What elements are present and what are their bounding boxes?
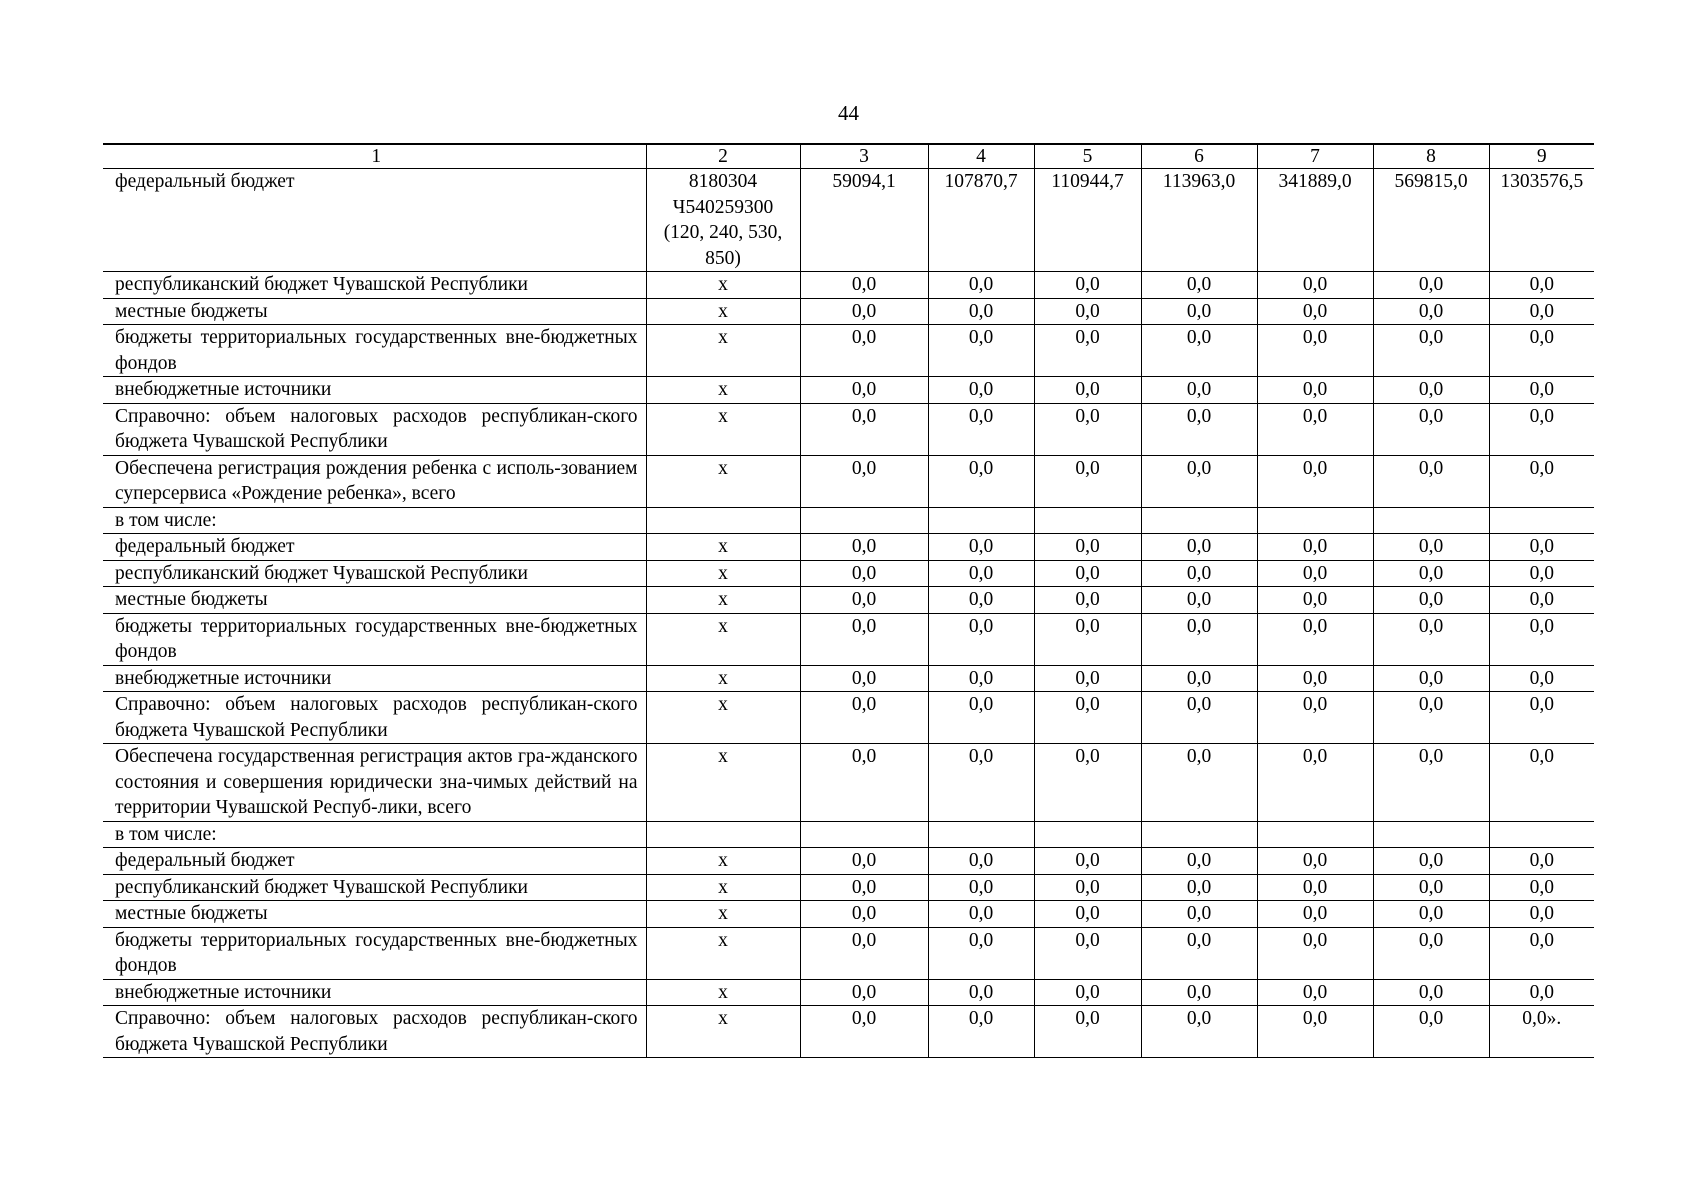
row-value: 0,0	[1141, 901, 1257, 928]
table-row	[103, 927, 1594, 979]
row-label: местные бюджеты	[103, 298, 646, 325]
row-value: 0,0	[800, 534, 928, 561]
row-value: 0,0	[1373, 848, 1489, 875]
row-code: x	[646, 874, 800, 901]
row-value: 0,0	[800, 272, 928, 299]
table-row	[103, 613, 1594, 665]
table-row	[103, 874, 1594, 901]
row-value: 0,0	[1257, 587, 1373, 614]
row-value: 0,0	[1034, 587, 1141, 614]
row-value: 0,0	[1489, 560, 1594, 587]
row-value: 0,0	[1373, 272, 1489, 299]
row-value: 0,0	[800, 298, 928, 325]
row-value: 0,0	[1141, 848, 1257, 875]
row-value	[1034, 821, 1141, 848]
row-value: 0,0	[1034, 560, 1141, 587]
row-value: 0,0	[800, 692, 928, 744]
row-code: x	[646, 848, 800, 875]
row-value: 0,0	[800, 1006, 928, 1058]
row-value: 0,0	[1034, 744, 1141, 822]
row-value: 0,0	[1489, 979, 1594, 1006]
row-label: в том числе:	[103, 821, 646, 848]
row-code: x	[646, 901, 800, 928]
row-value	[928, 507, 1034, 534]
row-value: 1303576,5	[1489, 169, 1594, 272]
row-value: 0,0	[1141, 403, 1257, 455]
row-code: x	[646, 403, 800, 455]
row-value: 0,0	[1034, 272, 1141, 299]
row-value: 0,0	[800, 874, 928, 901]
row-label: Справочно: объем налоговых расходов республикан-ского бюджета Чувашской Республики	[103, 403, 646, 455]
table-row	[103, 665, 1594, 692]
row-value	[1489, 507, 1594, 534]
row-value: 0,0	[1489, 848, 1594, 875]
row-value: 110944,7	[1034, 169, 1141, 272]
row-value: 0,0	[1489, 377, 1594, 404]
row-value: 0,0	[928, 613, 1034, 665]
row-label: в том числе:	[103, 507, 646, 534]
row-value: 0,0	[800, 927, 928, 979]
row-value: 0,0	[1257, 744, 1373, 822]
row-label: внебюджетные источники	[103, 665, 646, 692]
row-value: 0,0	[1489, 587, 1594, 614]
row-label: внебюджетные источники	[103, 377, 646, 404]
row-value: 0,0	[1257, 927, 1373, 979]
row-value: 0,0	[928, 272, 1034, 299]
table-row	[103, 744, 1594, 822]
row-value: 0,0	[1257, 325, 1373, 377]
row-value: 0,0	[1489, 744, 1594, 822]
row-value: 0,0	[800, 848, 928, 875]
row-label: местные бюджеты	[103, 901, 646, 928]
row-label: Справочно: объем налоговых расходов республикан-ского бюджета Чувашской Республики	[103, 692, 646, 744]
row-value: 0,0	[928, 534, 1034, 561]
row-value: 0,0	[1373, 744, 1489, 822]
row-value: 0,0	[928, 377, 1034, 404]
row-label: федеральный бюджет	[103, 169, 646, 272]
row-value: 0,0	[1034, 1006, 1141, 1058]
row-value: 0,0	[928, 403, 1034, 455]
row-value: 0,0	[1257, 613, 1373, 665]
row-value	[1141, 821, 1257, 848]
row-label: внебюджетные источники	[103, 979, 646, 1006]
row-value: 0,0	[928, 927, 1034, 979]
row-value	[1489, 821, 1594, 848]
row-label: Обеспечена государственная регистрация актов гра-жданского состояния и совершения юридически зна-чимых действий на территории Чувашской Респуб-лики, всего	[103, 744, 646, 822]
row-code: 8180304 Ч540259300 (120, 240, 530, 850)	[646, 169, 800, 272]
table-row	[103, 848, 1594, 875]
row-label: бюджеты территориальных государственных вне-бюджетных фондов	[103, 325, 646, 377]
row-value: 0,0	[1373, 1006, 1489, 1058]
table-row	[103, 272, 1594, 299]
row-code: x	[646, 272, 800, 299]
row-value: 0,0	[1489, 692, 1594, 744]
row-value: 0,0	[1373, 455, 1489, 507]
row-code: x	[646, 377, 800, 404]
row-value: 0,0	[928, 874, 1034, 901]
row-value: 0,0	[1257, 665, 1373, 692]
row-value: 0,0	[1034, 534, 1141, 561]
row-code: x	[646, 979, 800, 1006]
row-code	[646, 507, 800, 534]
row-code: x	[646, 534, 800, 561]
row-value: 0,0	[1373, 298, 1489, 325]
row-value: 0,0	[1373, 613, 1489, 665]
row-code: x	[646, 665, 800, 692]
row-value: 0,0	[928, 560, 1034, 587]
row-code: x	[646, 298, 800, 325]
table-row	[103, 587, 1594, 614]
row-label: республиканский бюджет Чувашской Республики	[103, 272, 646, 299]
row-value: 0,0	[1034, 979, 1141, 1006]
row-code: x	[646, 560, 800, 587]
row-value: 0,0	[1257, 901, 1373, 928]
table-row	[103, 298, 1594, 325]
row-value	[800, 821, 928, 848]
row-value	[1034, 507, 1141, 534]
row-label: Справочно: объем налоговых расходов республикан-ского бюджета Чувашской Республики	[103, 1006, 646, 1058]
row-value	[928, 821, 1034, 848]
row-value: 341889,0	[1257, 169, 1373, 272]
row-value	[1373, 821, 1489, 848]
row-value: 0,0	[928, 455, 1034, 507]
row-label: бюджеты территориальных государственных вне-бюджетных фондов	[103, 613, 646, 665]
row-value: 0,0	[1373, 534, 1489, 561]
row-value	[1257, 821, 1373, 848]
table-row	[103, 560, 1594, 587]
row-value: 0,0	[800, 613, 928, 665]
row-value: 0,0	[1141, 455, 1257, 507]
row-value: 0,0	[1373, 692, 1489, 744]
row-value: 0,0	[1141, 272, 1257, 299]
row-value: 0,0	[1373, 927, 1489, 979]
row-value: 0,0	[1373, 979, 1489, 1006]
row-value: 0,0	[800, 587, 928, 614]
row-value: 0,0	[1141, 377, 1257, 404]
column-header: 7	[1257, 144, 1373, 169]
row-code: x	[646, 744, 800, 822]
row-value	[1257, 507, 1373, 534]
row-value: 569815,0	[1373, 169, 1489, 272]
row-value: 0,0	[1034, 455, 1141, 507]
row-value: 0,0	[1034, 848, 1141, 875]
table-header-row	[103, 144, 1594, 169]
row-value: 0,0	[1489, 298, 1594, 325]
row-value: 0,0	[1141, 665, 1257, 692]
row-value: 0,0	[1489, 403, 1594, 455]
row-code: x	[646, 587, 800, 614]
column-header: 6	[1141, 144, 1257, 169]
row-value: 0,0	[1141, 744, 1257, 822]
row-value: 0,0	[800, 665, 928, 692]
row-value: 0,0	[1373, 587, 1489, 614]
row-label: бюджеты территориальных государственных вне-бюджетных фондов	[103, 927, 646, 979]
row-value	[1141, 507, 1257, 534]
table-row	[103, 403, 1594, 455]
column-header: 8	[1373, 144, 1489, 169]
row-value: 0,0	[928, 587, 1034, 614]
row-value: 0,0	[1489, 534, 1594, 561]
row-value: 0,0	[1257, 979, 1373, 1006]
row-value: 0,0	[1034, 325, 1141, 377]
row-value: 0,0	[1373, 325, 1489, 377]
row-value: 0,0	[1034, 901, 1141, 928]
table-row	[103, 455, 1594, 507]
column-header: 5	[1034, 144, 1141, 169]
row-value: 0,0	[1141, 613, 1257, 665]
row-value: 0,0	[928, 298, 1034, 325]
budget-table	[103, 143, 1594, 1058]
row-value: 0,0	[1489, 874, 1594, 901]
row-value: 0,0	[928, 848, 1034, 875]
row-value: 0,0	[800, 325, 928, 377]
row-value: 0,0	[1034, 874, 1141, 901]
table-row	[103, 534, 1594, 561]
table-row	[103, 377, 1594, 404]
row-value	[1373, 507, 1489, 534]
row-value: 0,0	[800, 377, 928, 404]
row-value: 0,0	[1257, 534, 1373, 561]
row-value: 0,0	[1141, 560, 1257, 587]
row-value: 0,0	[928, 1006, 1034, 1058]
row-code: x	[646, 927, 800, 979]
row-value: 0,0	[1141, 874, 1257, 901]
row-value: 0,0	[1489, 325, 1594, 377]
row-value: 0,0	[1141, 927, 1257, 979]
row-value: 0,0	[1373, 403, 1489, 455]
row-value: 0,0	[1373, 665, 1489, 692]
row-label: Обеспечена регистрация рождения ребенка с исполь-зованием суперсервиса «Рождение ребенка», всего	[103, 455, 646, 507]
row-value: 0,0	[1141, 534, 1257, 561]
row-value: 0,0	[1257, 1006, 1373, 1058]
row-value: 0,0	[800, 455, 928, 507]
row-value: 0,0	[1034, 665, 1141, 692]
row-label: республиканский бюджет Чувашской Республики	[103, 874, 646, 901]
table-row	[103, 821, 1594, 848]
row-value: 0,0	[1141, 692, 1257, 744]
row-value: 0,0	[1373, 874, 1489, 901]
row-label: местные бюджеты	[103, 587, 646, 614]
row-value: 0,0	[1034, 613, 1141, 665]
row-value: 59094,1	[800, 169, 928, 272]
page-number: 44	[838, 101, 859, 125]
table-row	[103, 979, 1594, 1006]
row-value: 0,0	[1257, 560, 1373, 587]
row-value: 0,0	[1141, 1006, 1257, 1058]
row-code: x	[646, 325, 800, 377]
row-value: 0,0	[1489, 272, 1594, 299]
row-value: 0,0	[1141, 325, 1257, 377]
row-value: 0,0	[1257, 874, 1373, 901]
row-value: 0,0	[1257, 455, 1373, 507]
row-value: 0,0	[1257, 377, 1373, 404]
row-value: 0,0	[1489, 665, 1594, 692]
row-value: 0,0	[800, 979, 928, 1006]
row-value: 0,0	[928, 325, 1034, 377]
column-header: 2	[646, 144, 800, 169]
column-header: 1	[103, 144, 646, 169]
row-value: 0,0	[1141, 587, 1257, 614]
table-row	[103, 901, 1594, 928]
row-value: 0,0	[800, 403, 928, 455]
row-value: 0,0	[1034, 377, 1141, 404]
row-label: федеральный бюджет	[103, 848, 646, 875]
row-value: 0,0	[1257, 848, 1373, 875]
row-code: x	[646, 692, 800, 744]
row-value: 0,0	[928, 692, 1034, 744]
row-value: 0,0	[800, 744, 928, 822]
row-code: x	[646, 613, 800, 665]
row-value: 0,0	[1257, 272, 1373, 299]
row-code: x	[646, 1006, 800, 1058]
row-value: 0,0	[1141, 298, 1257, 325]
column-header: 9	[1489, 144, 1594, 169]
row-value: 0,0	[1257, 298, 1373, 325]
row-value: 0,0	[1489, 455, 1594, 507]
row-code: x	[646, 455, 800, 507]
row-value: 0,0	[928, 979, 1034, 1006]
table-row	[103, 169, 1594, 272]
table-row	[103, 325, 1594, 377]
row-value: 0,0	[800, 560, 928, 587]
row-label: республиканский бюджет Чувашской Республики	[103, 560, 646, 587]
row-value: 0,0	[800, 901, 928, 928]
row-value: 0,0	[928, 665, 1034, 692]
row-value: 0,0».	[1489, 1006, 1594, 1058]
row-value: 0,0	[1373, 560, 1489, 587]
row-value: 113963,0	[1141, 169, 1257, 272]
table-row	[103, 1006, 1594, 1058]
row-value: 0,0	[1034, 403, 1141, 455]
row-value: 0,0	[928, 744, 1034, 822]
row-code	[646, 821, 800, 848]
row-value: 0,0	[1489, 613, 1594, 665]
table-row	[103, 692, 1594, 744]
column-header: 4	[928, 144, 1034, 169]
row-value: 0,0	[1489, 927, 1594, 979]
row-value: 0,0	[1373, 901, 1489, 928]
row-value: 0,0	[1034, 692, 1141, 744]
column-header: 3	[800, 144, 928, 169]
row-value: 0,0	[1257, 692, 1373, 744]
row-value: 0,0	[928, 901, 1034, 928]
row-label: федеральный бюджет	[103, 534, 646, 561]
row-value: 0,0	[1034, 927, 1141, 979]
row-value: 0,0	[1141, 979, 1257, 1006]
table-row	[103, 507, 1594, 534]
row-value: 0,0	[1034, 298, 1141, 325]
row-value	[800, 507, 928, 534]
row-value: 107870,7	[928, 169, 1034, 272]
row-value: 0,0	[1257, 403, 1373, 455]
row-value: 0,0	[1489, 901, 1594, 928]
row-value: 0,0	[1373, 377, 1489, 404]
